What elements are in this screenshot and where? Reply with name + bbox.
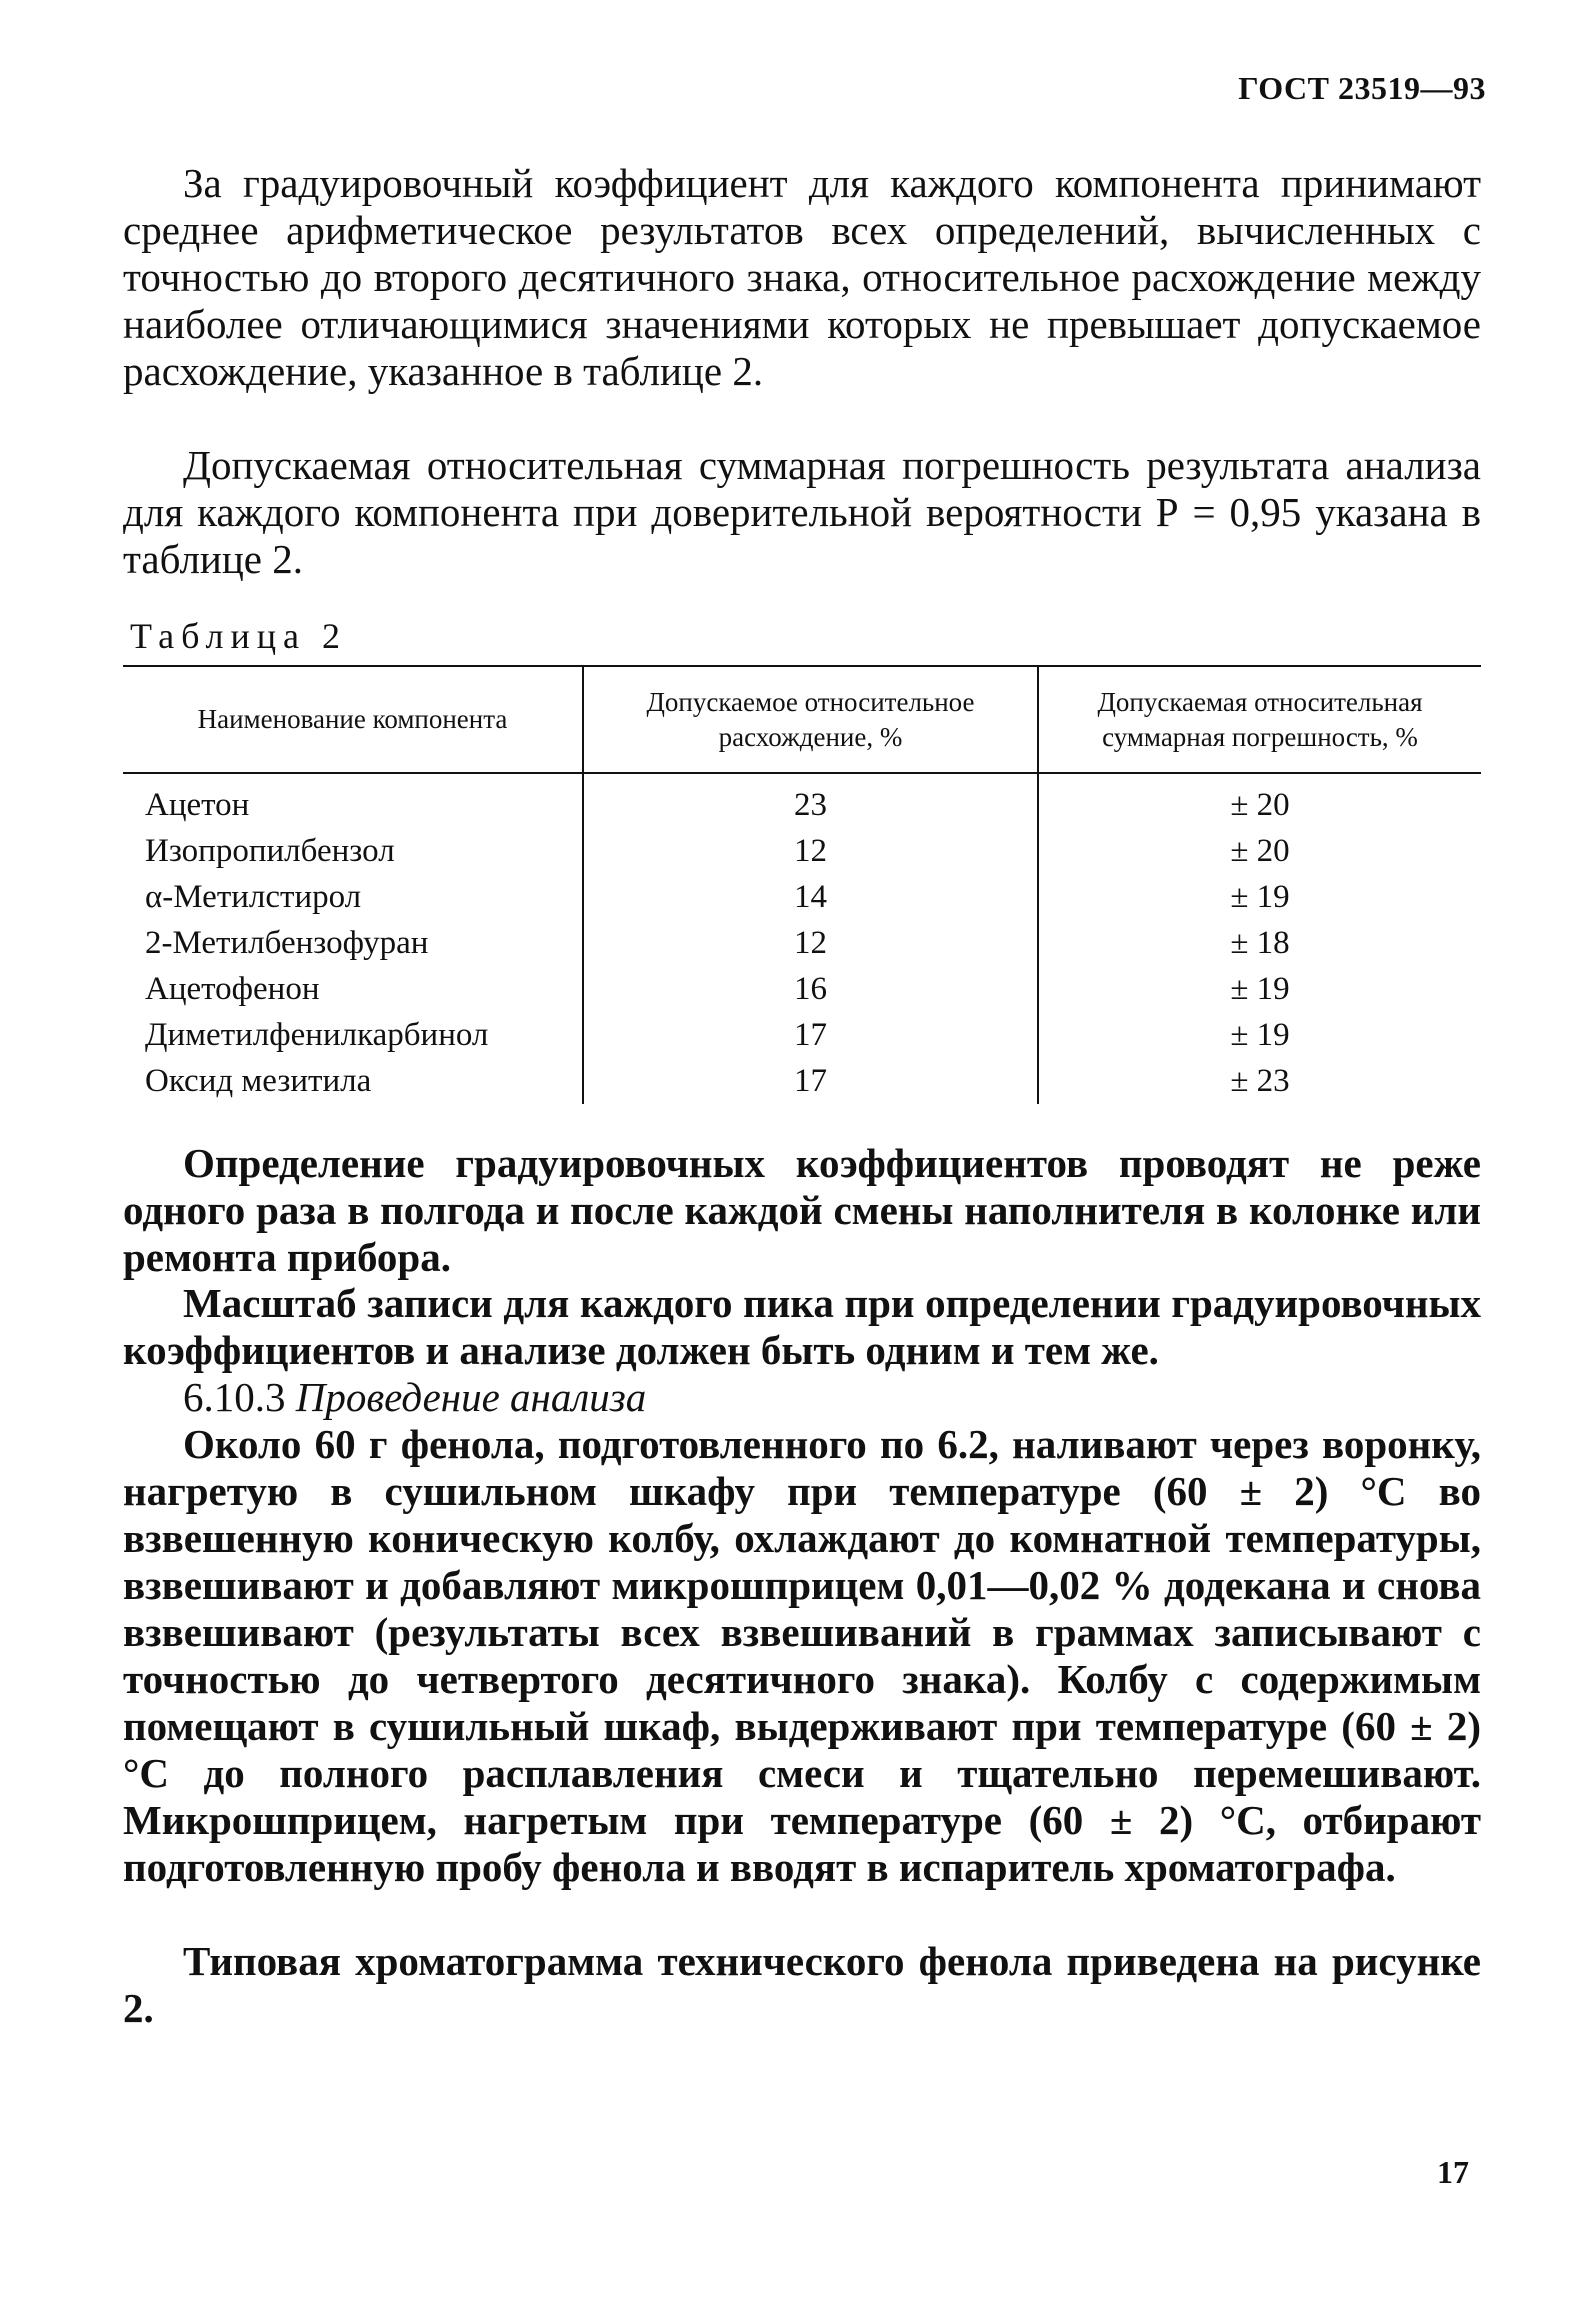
paragraph-calibration-coefficient	[123, 160, 1481, 395]
section-title: Проведение анализа	[295, 1374, 647, 1420]
table-row	[123, 773, 1481, 828]
section-number: 6.10.3	[183, 1374, 286, 1420]
error-value: ± 20	[1038, 828, 1481, 874]
paragraph-calibration-frequency	[123, 1140, 1481, 1281]
page-number: 17	[1437, 2154, 1469, 2190]
discrepancy-value: 16	[583, 966, 1038, 1012]
paragraph-analysis-procedure	[123, 1421, 1481, 1891]
table-row	[123, 966, 1481, 1012]
paragraph-permissible-error	[123, 442, 1481, 583]
paragraph-chromatogram	[123, 1938, 1481, 2032]
section-heading	[123, 1374, 1481, 1421]
error-value: ± 19	[1038, 874, 1481, 920]
header-component-name: Наименование компонента	[123, 666, 583, 773]
paragraph-text: Допускаемая относительная суммарная погрешность результата анализа для каждого компонента при доверительной вероятности Р = 0,95 указана в таблице 2.	[123, 442, 1481, 582]
error-value: ± 23	[1038, 1058, 1481, 1104]
discrepancy-value: 17	[583, 1012, 1038, 1058]
error-value: ± 20	[1038, 773, 1481, 828]
component-name: Оксид мезитила	[145, 1062, 372, 1099]
table-row	[123, 874, 1481, 920]
discrepancy-value: 17	[583, 1058, 1038, 1104]
components-table	[123, 665, 1481, 1104]
component-name: Изопропилбензол	[145, 832, 395, 869]
component-name: α-Метилстирол	[145, 878, 362, 915]
paragraph-text: Около 60 г фенола, подготовленного по 6.2, наливают через воронку, нагретую в сушильном шкафу при температуре (60 ± 2) °С во взвешенную коническую колбу, охлаждают до комнатной температуры, взвешивают и добавляют микрошприцем 0,01—0,02 % додекана и снова взвешивают (результаты всех взвешиваний в граммах записывают с точностью до четвертого десятичного знака). Колбу с содержимым помещают в сушильный шкаф, выдерживают при температуре (60 ± 2) °С до полного расплавления смеси и тщательно перемешивают. Микрошприцем, нагретым при температуре (60 ± 2) °С, отбирают подготовленную пробу фенола и вводят в испаритель хроматографа.	[123, 1421, 1481, 1890]
error-value: ± 19	[1038, 966, 1481, 1012]
paragraph-recording-scale	[123, 1280, 1481, 1374]
component-name: Ацетофенон	[145, 970, 320, 1007]
table-row	[123, 828, 1481, 874]
header-permissible-error: Допускаемая относительная суммарная погрешность, %	[1038, 666, 1481, 773]
discrepancy-value: 12	[583, 920, 1038, 966]
component-name: Диметилфенилкарбинол	[145, 1016, 489, 1053]
table-header-row	[123, 666, 1481, 773]
component-name: 2-Метилбензофуран	[145, 924, 429, 961]
error-value: ± 19	[1038, 1012, 1481, 1058]
paragraph-text: Определение градуировочных коэффициентов проводят не реже одного раза в полгода и после каждой смены наполнителя в колонке или ремонта прибора.	[123, 1140, 1481, 1280]
paragraph-text: Типовая хроматограмма технического фенола приведена на рисунке 2.	[123, 1938, 1481, 2031]
paragraph-text: За градуировочный коэффициент для каждого компонента принимают среднее арифметическое результатов всех определений, вычисленных с точностью до второго десятичного знака, относительное расхождение между наиболее отличающимися значениями которых не превышает допускаемое расхождение, указанное в таблице 2.	[123, 160, 1481, 394]
paragraph-text: Масштаб записи для каждого пика при определении градуировочных коэффициентов и анализе должен быть одним и тем же.	[123, 1280, 1481, 1373]
discrepancy-value: 12	[583, 828, 1038, 874]
header-permissible-discrepancy: Допускаемое относительное расхождение, %	[583, 666, 1038, 773]
table-row	[123, 920, 1481, 966]
error-value: ± 18	[1038, 920, 1481, 966]
table-row	[123, 1058, 1481, 1104]
discrepancy-value: 14	[583, 874, 1038, 920]
table-row	[123, 1012, 1481, 1058]
table-caption: Таблица 2	[130, 616, 347, 656]
component-name: Ацетон	[145, 786, 250, 823]
standard-number: ГОСТ 23519—93	[1238, 70, 1486, 106]
discrepancy-value: 23	[583, 773, 1038, 828]
